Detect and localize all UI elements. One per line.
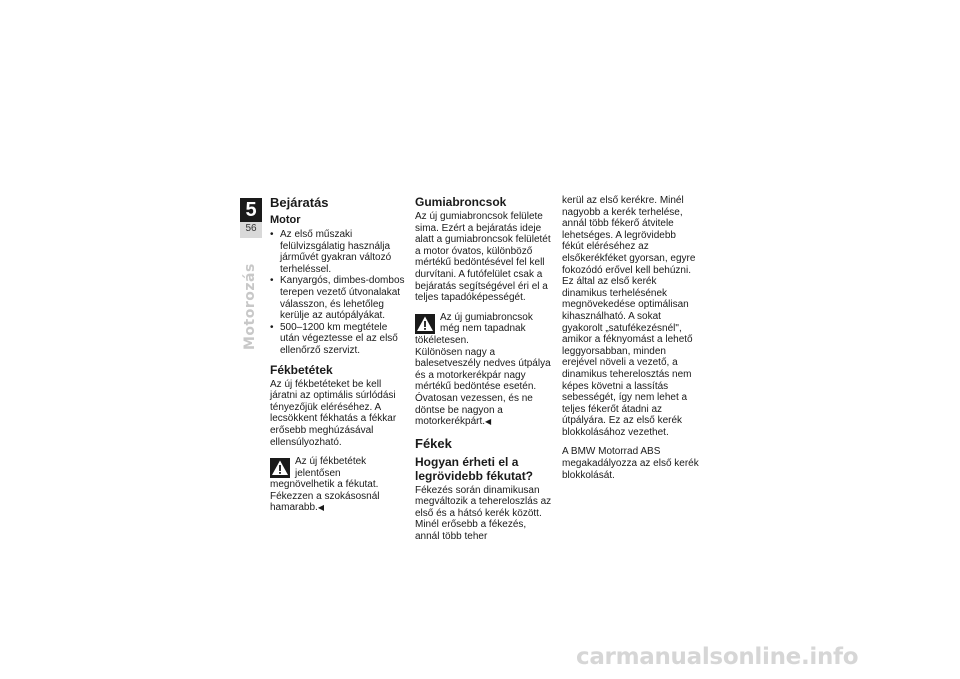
watermark: carmanualsonline.info <box>576 644 859 670</box>
warning-followup: Fékezzen a szokásosnál hamarabb. <box>270 490 380 514</box>
warning-followup: Különösen nagy a balesetveszély nedves útpálya és a motorkerékpár nagy mértékű bedöntése esetén. <box>415 346 551 393</box>
end-mark: ◀ <box>317 503 324 513</box>
braking-text: kerül az első kerékre. Minél nagyobb a kerék terhelése, annál több fékerő átvitele lehetséges. A legrövidebb fékút eléréséhez az elsőkerékféket gyorsan, egyre fokozódó erővel kell behúzni. Ez által az első kerék dinamikus terhelésének megnövekedése optimálisan kihasználható. A sokat gyakorolt „satufékezésnél", amikor a féknyomást a lehető leggyorsabban, minden erejével növeli a vezető, a dinamikus teherelosztás nem képes követni a lassítás sebességét, így nem lehet a teljes fékerőt átadni az útpályára. Ez az első kerék blokkolásához vezethet. <box>562 195 696 438</box>
column-2 <box>415 195 552 543</box>
fekbetetek-text: Az új fékbetéteket be kell járatni az optimális súrlódási tényezőjük eléréséhez. A lecsökkent fékhatás a fékkar erősebb meghúzásával ellensúlyozható. <box>270 378 397 448</box>
question-text: Fékezés során dinamikusan megváltozik a tehereloszlás az első és a hátsó kerék között. Minél erősebb a fékezés, annál több teher <box>415 484 552 543</box>
column-3 <box>562 195 700 481</box>
chapter-tab <box>240 198 262 238</box>
column-1 <box>270 195 406 514</box>
end-mark: ◀ <box>485 417 492 427</box>
warning-text: Az új gumiabroncsok még nem tapadnak tökéletesen. <box>415 311 533 346</box>
fekek-heading: Fékek <box>415 435 452 451</box>
list-item: • Az első műszaki felülvizsgálatig használja járművét gyakran változó terheléssel. <box>270 229 406 275</box>
warning-text: Az új fékbetétek jelentősen megnövelhetik a fékutat. <box>270 456 379 491</box>
page-title: Bejáratás <box>270 195 329 210</box>
question-heading: Hogyan érheti el a legrövidebb fékutat? <box>415 454 534 483</box>
gumi-heading: Gumiabroncsok <box>415 195 507 209</box>
chapter-number: 5 <box>240 198 262 222</box>
abs-text: A BMW Motorrad ABS megakadályozza az első kerék blokkolását. <box>562 446 699 481</box>
warning-icon <box>415 314 435 334</box>
motor-heading: Motor <box>270 214 301 226</box>
warning-block <box>270 456 406 514</box>
warning-followup-2: Óvatosan vezessen, és ne döntse be nagyon a motorkerékpárt. <box>415 392 533 428</box>
page-number: 56 <box>245 223 257 234</box>
gumi-text: Az új gumiabroncsok felülete sima. Ezért a bejáratás ideje alatt a gumiabroncsok felületét a motor óvatos, különböző mértékű bedöntésével fel kell durvítani. A futófelület csak a bejáratás segítségével éri el a teljes tapadóképességét. <box>415 211 551 304</box>
warning-icon <box>270 458 290 478</box>
fekbetetek-heading: Fékbetétek <box>270 362 333 377</box>
section-label: Motorozás <box>242 263 258 350</box>
motor-list <box>270 229 406 357</box>
list-item: • 500–1200 km megtétele után végeztesse el az első ellenőrző szervizt. <box>270 322 406 357</box>
warning-block <box>415 312 552 428</box>
list-item: • Kanyargós, dimbes-dombos terepen vezető útvonalakat válasszon, és lehetőleg kerülje az autópályákat. <box>270 275 406 321</box>
